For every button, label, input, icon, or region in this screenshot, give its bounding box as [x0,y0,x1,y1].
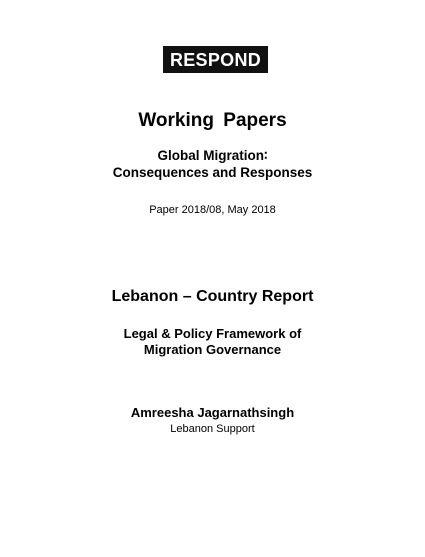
logo-text: RESPOND [169,49,262,70]
paper-number-date: Paper 2018/08, May 2018 [149,204,276,216]
respond-logo [163,46,268,73]
series-title-line-1: Global Migration∶ [157,148,268,163]
report-subtitle-line-2: Migration Governance [143,342,282,357]
report-subtitle-line-1: Legal & Policy Framework of [123,326,302,341]
series-title-line-2: Consequences and Responses [112,165,313,180]
working-papers-heading: Working Papers [138,110,287,131]
author-affiliation: Lebanon Support [170,423,255,435]
author-name: Amreesha Jagarnathsingh [130,405,295,420]
report-title: Lebanon – Country Report [111,288,314,305]
